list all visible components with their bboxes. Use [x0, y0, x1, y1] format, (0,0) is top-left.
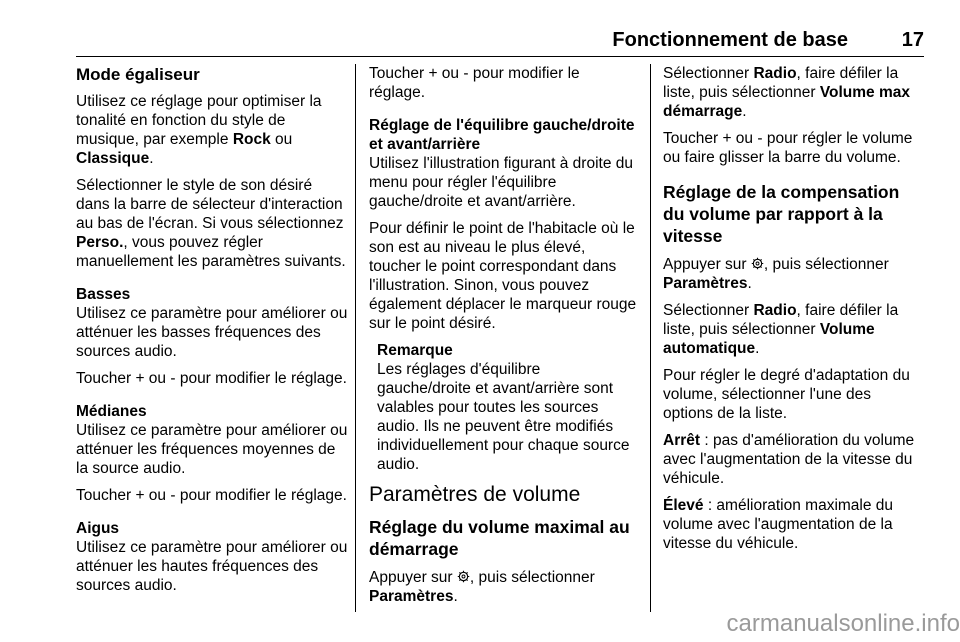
max-volume-title: Réglage du volume maximal au démarrage	[369, 517, 630, 559]
medianes-adjust: Toucher + ou - pour modifier le réglage.	[76, 487, 347, 504]
page-header	[76, 28, 924, 57]
medianes-text: Utilisez ce paramètre pour améliorer ou atténuer les fréquences moyennes de la source audio.	[76, 422, 348, 477]
balance-text: Utilisez l'illustration figurant à droite du menu pour régler l'équilibre gauche/droite et avant/arrière.	[369, 155, 633, 210]
basses-text: Utilisez ce paramètre pour améliorer ou atténuer les basses fréquences des sources audio.	[76, 305, 348, 360]
column-1	[76, 64, 348, 603]
press-settings-text-2: Appuyer sur , puis sélectionner Paramètres.	[663, 256, 889, 292]
arret-option: Arrêt : pas d'amélioration du volume avec l'augmentation de la vitesse du véhicule.	[663, 432, 915, 487]
rock-label: Rock	[232, 131, 271, 148]
note-text: Les réglages d'équilibre gauche/droite et avant/arrière sont valables pour toutes les sources audio. Ils ne peuvent être modifiés individuellement pour chaque source audio.	[377, 361, 630, 473]
parametres-label: Paramètres	[369, 588, 454, 605]
arret-label: Arrêt	[663, 432, 701, 449]
volume-automatique-label: Volume automatique	[663, 321, 875, 357]
basses-adjust: Toucher + ou - pour modifier le réglage.	[76, 370, 347, 387]
basses-title: Basses	[76, 286, 131, 303]
classique-label: Classique	[76, 150, 150, 167]
settings-gear-icon	[751, 257, 764, 270]
top-adjust-text: Toucher + ou - pour modifier le réglage.	[369, 65, 580, 101]
equalizer-intro: Utilisez ce réglage pour optimiser la tonalité en fonction du style de musique, par exemple Rock ou Classique.	[76, 93, 322, 167]
radio-label-2: Radio	[753, 302, 797, 319]
aigus-title: Aigus	[76, 520, 120, 537]
page-number: 17	[901, 29, 924, 51]
equalizer-select-text: Sélectionner le style de son désiré dans la barre de sélecteur d'interaction au bas de l'écran. Si vous sélectionnez Perso., vous pouvez régler manuellement les paramètres suivants.	[76, 177, 346, 270]
parametres-label-2: Paramètres	[663, 275, 748, 292]
column-2	[369, 64, 637, 614]
eleve-option: Élevé : amélioration maximale du volume avec l'augmentation de la vitesse du véhicule.	[663, 497, 894, 552]
column-divider-2	[650, 64, 651, 612]
volume-max-demarrage-label: Volume max démarrage	[663, 84, 910, 120]
speed-compensation-title: Réglage de la compensation du volume par rapport à la vitesse	[663, 182, 900, 246]
column-3	[663, 64, 925, 561]
adjust-volume-text: Toucher + ou - pour régler le volume ou faire glisser la barre du volume.	[663, 130, 913, 166]
select-radio-text: Sélectionner Radio, faire défiler la liste, puis sélectionner Volume max démarrage.	[663, 65, 910, 120]
aigus-text: Utilisez ce paramètre pour améliorer ou atténuer les hautes fréquences des sources audio.	[76, 539, 348, 594]
adapt-text: Pour régler le degré d'adaptation du volume, sélectionner l'une des options de la liste.	[663, 367, 910, 422]
header-title: Fonctionnement de base	[612, 29, 848, 51]
volume-section-title: Paramètres de volume	[369, 483, 581, 506]
equalizer-heading: Mode égaliseur	[76, 65, 200, 84]
watermark: carmanualsonline.info	[726, 610, 960, 637]
radio-label: Radio	[753, 65, 797, 82]
select-radio-text-2: Sélectionner Radio, faire défiler la liste, puis sélectionner Volume automatique.	[663, 302, 899, 357]
balance-title: Réglage de l'équilibre gauche/droite et avant/arrière	[369, 117, 635, 153]
column-divider-1	[355, 64, 356, 612]
note-box	[377, 341, 637, 474]
perso-label: Perso.	[76, 234, 124, 251]
eleve-label: Élevé	[663, 497, 704, 514]
balance-text-2: Pour définir le point de l'habitacle où le son est au niveau le plus élevé, toucher le point correspondant dans l'illustration. Sinon, vous pouvez également déplacer le marqueur rouge sur le point désiré.	[369, 220, 637, 332]
settings-gear-icon	[457, 570, 470, 583]
note-title: Remarque	[377, 342, 453, 359]
medianes-title: Médianes	[76, 403, 147, 420]
press-settings-text: Appuyer sur , puis sélectionner Paramètres.	[369, 569, 595, 605]
